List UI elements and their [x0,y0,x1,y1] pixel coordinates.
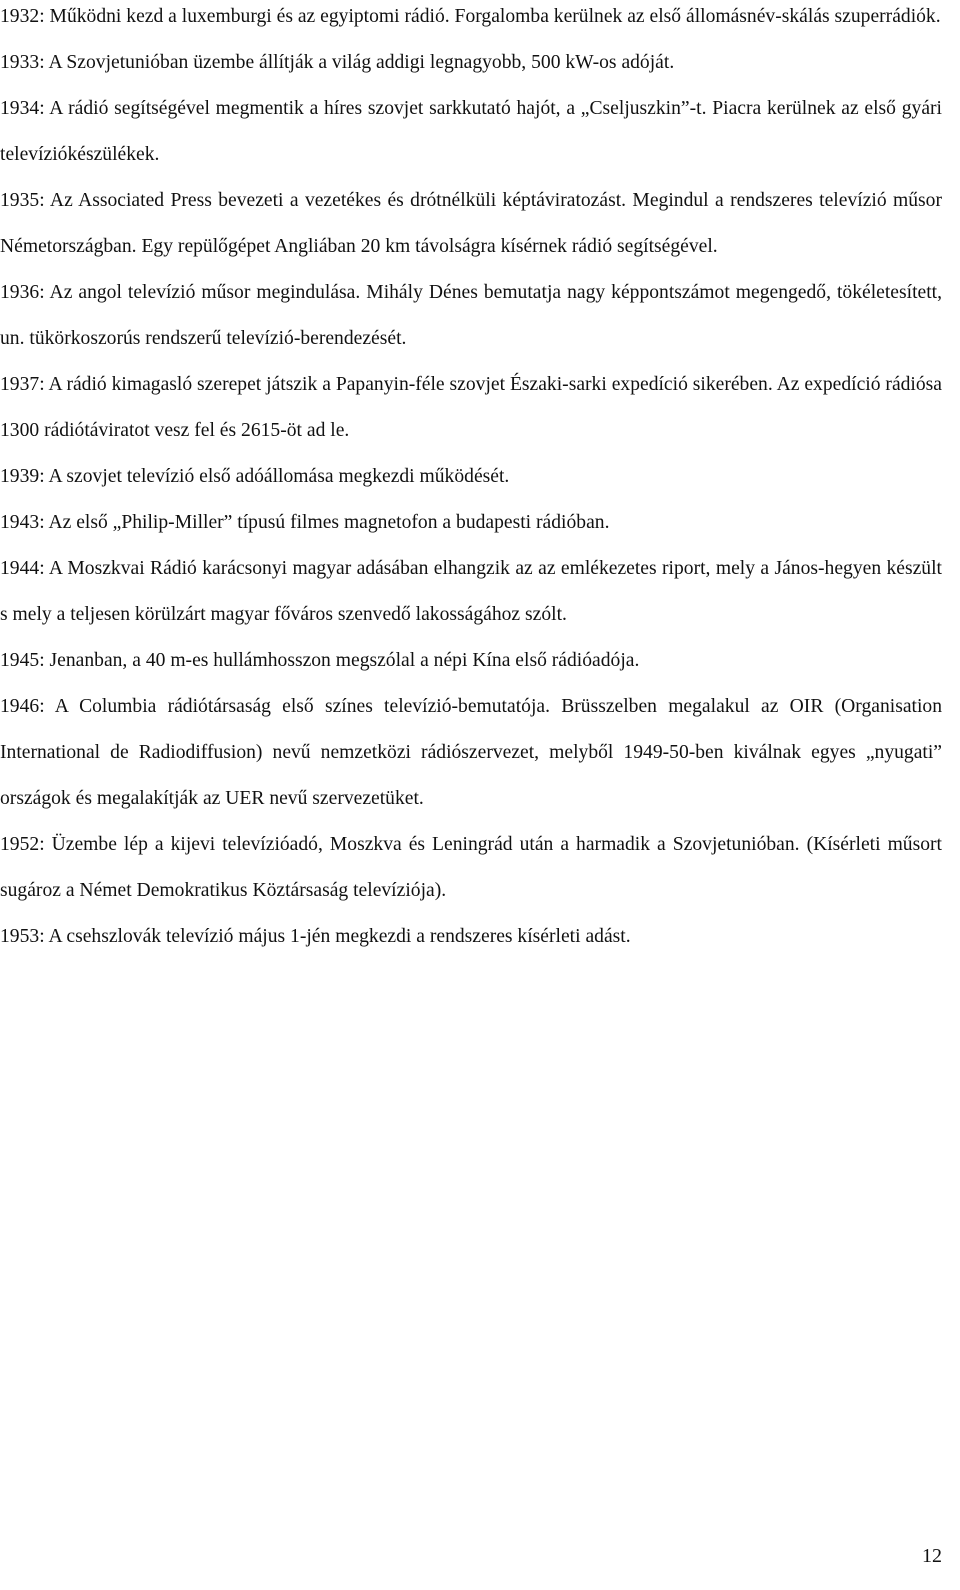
entry-1939: 1939: A szovjet televízió első adóállomása megkezdi működését. [0,466,510,487]
entry-1953: 1953: A csehszlovák televízió május 1-jén megkezdi a rendszeres kísérleti adást. [0,926,631,947]
entry-1937: 1937: A rádió kimagasló szerepet játszik a Papanyin-féle szovjet Északi-sarki expedíció sikerében. Az expedíció rádiósa 1300 rádiótáviratot vesz fel és 2615-öt ad le. [0,374,942,441]
entry-1945: 1945: Jenanban, a 40 m-es hullámhosszon megszólal a népi Kína első rádióadója. [0,650,640,671]
entry-1944: 1944: A Moszkvai Rádió karácsonyi magyar adásában elhangzik az az emlékezetes riport, mely a János-hegyen készült s mely a teljesen körülzárt magyar főváros szenvedő lakosságához szólt. [0,558,942,625]
entry-1932: 1932: Működni kezd a luxemburgi és az egyiptomi rádió. Forgalomba kerülnek az első állomásnév-skálás szuperrádiók. [0,6,941,27]
entry-1943: 1943: Az első „Philip-Miller” típusú filmes magnetofon a budapesti rádióban. [0,512,610,533]
entry-1952: 1952: Üzembe lép a kijevi televízióadó, Moszkva és Leningrád után a harmadik a Szovjetunióban. (Kísérleti műsort sugároz a Német Demokratikus Köztársaság televíziója). [0,834,942,901]
entry-1934: 1934: A rádió segítségével megmentik a híres szovjet sarkkutató hajót, a „Cseljuszkin”-t. Piacra kerülnek az első gyári televíziókészülékek. [0,98,942,165]
entry-1946: 1946: A Columbia rádiótársaság első színes televízió-bemutatója. Brüsszelben megalakul az OIR (Organisation International de Radiodiffusion) nevű nemzetközi rádiószervezet, melyből 1949-50-ben kiválnak egyes „nyugati” országok és megalakítják az UER nevű szervezetüket. [0,696,942,809]
page-number: 12 [922,1545,942,1567]
entry-1936: 1936: Az angol televízió műsor megindulása. Mihály Dénes bemutatja nagy képpontszámot megengedő, tökéletesített, un. tükörkoszorús rendszerű televízió-berendezését. [0,282,942,349]
entry-1935: 1935: Az Associated Press bevezeti a vezetékes és drótnélküli képtáviratozást. Megindul a rendszeres televízió műsor Németországban. Egy repülőgépet Angliában 20 km távolságra kísérnek rádió segítségével. [0,190,942,257]
entry-1933: 1933: A Szovjetunióban üzembe állítják a világ addigi legnagyobb, 500 kW-os adóját. [0,52,675,73]
